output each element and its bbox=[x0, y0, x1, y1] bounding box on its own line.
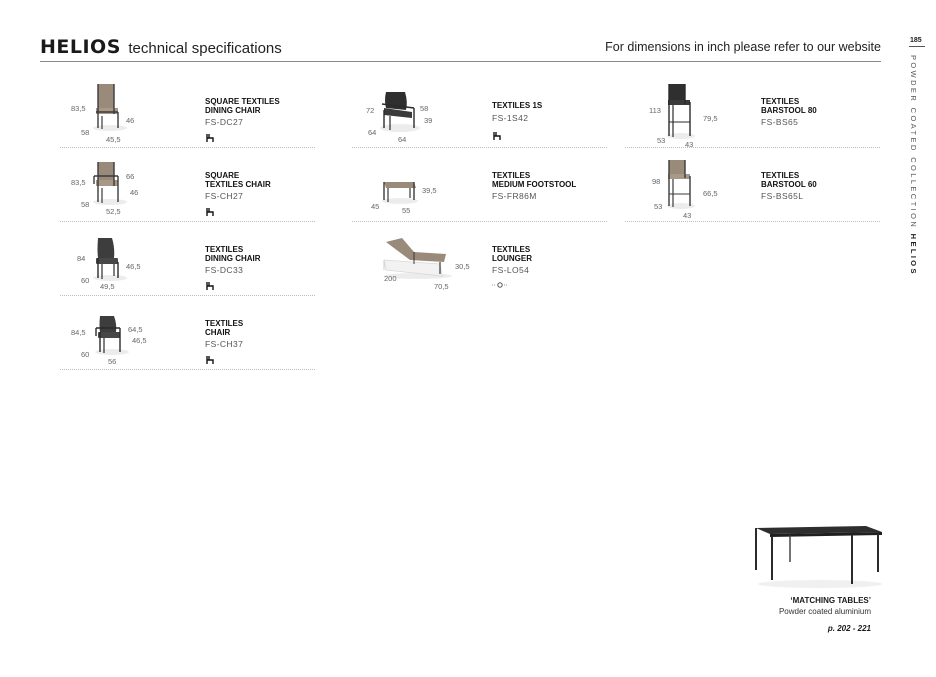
product-name: TEXTILES MEDIUM FOOTSTOOL bbox=[492, 171, 577, 189]
dim-width: 55 bbox=[402, 206, 411, 215]
dim-seat-height: 79,5 bbox=[703, 114, 718, 123]
product-square-textiles-dining-chair bbox=[60, 76, 315, 148]
dim-arm-height: 66 bbox=[126, 172, 135, 181]
dim-width: 43 bbox=[685, 140, 694, 149]
dim-seat-height: 46,5 bbox=[126, 262, 141, 271]
product-code: FS-DC33 bbox=[205, 265, 244, 275]
chair-image bbox=[90, 236, 130, 282]
dim-width: 56 bbox=[108, 357, 117, 366]
product-textiles-medium-footstool bbox=[352, 150, 607, 222]
product-name: TEXTILES DINING CHAIR bbox=[205, 245, 261, 263]
product-code: FS-FR86M bbox=[492, 191, 537, 201]
product-name: TEXTILES CHAIR bbox=[205, 319, 244, 337]
product-drawing bbox=[60, 298, 200, 370]
stackable-icon bbox=[205, 355, 215, 365]
barstool-image bbox=[663, 158, 699, 210]
dim-width: 70,5 bbox=[434, 282, 449, 291]
row-divider bbox=[60, 295, 315, 296]
product-name: TEXTILES BARSTOOL 60 bbox=[761, 171, 817, 189]
product-textiles-barstool-60 bbox=[625, 150, 880, 222]
header-divider bbox=[40, 61, 881, 62]
page-number: 185 bbox=[910, 37, 922, 44]
stackable-icon bbox=[205, 281, 215, 291]
product-text bbox=[492, 246, 532, 294]
product-name: TEXTILES BARSTOOL 80 bbox=[761, 97, 817, 115]
product-drawing bbox=[352, 76, 492, 148]
wheels-icon bbox=[492, 281, 508, 289]
dim-height: 30,5 bbox=[455, 262, 470, 271]
product-drawing bbox=[60, 224, 200, 296]
dim-depth: 53 bbox=[654, 202, 663, 211]
dim-width: 43 bbox=[683, 211, 692, 220]
product-text bbox=[205, 98, 280, 148]
chair-image bbox=[90, 82, 130, 132]
dim-depth: 60 bbox=[81, 350, 90, 359]
product-text bbox=[492, 172, 576, 201]
product-textiles-dining-chair bbox=[60, 224, 315, 296]
dim-seat-height: 46 bbox=[130, 188, 139, 197]
dim-arm-height: 64,5 bbox=[128, 325, 143, 334]
product-text bbox=[205, 172, 271, 222]
product-code: FS-CH37 bbox=[205, 339, 244, 349]
dimensions-note: For dimensions in inch please refer to our website bbox=[605, 40, 881, 54]
chair-image bbox=[92, 314, 132, 356]
product-code: FS-CH27 bbox=[205, 191, 244, 201]
product-drawing bbox=[352, 150, 492, 222]
dim-depth: 64 bbox=[368, 128, 377, 137]
dim-height: 72 bbox=[366, 106, 375, 115]
product-text bbox=[205, 246, 261, 296]
product-drawing bbox=[625, 150, 765, 222]
product-text bbox=[761, 172, 817, 201]
dim-width: 64 bbox=[398, 135, 407, 144]
dim-width: 49,5 bbox=[100, 282, 115, 291]
dim-height: 83,5 bbox=[71, 104, 86, 113]
dim-width: 52,5 bbox=[106, 207, 121, 216]
collection-label: POWDER COATED COLLECTION bbox=[909, 55, 918, 230]
product-code: FS-DC27 bbox=[205, 117, 244, 127]
product-textiles-chair bbox=[60, 298, 315, 370]
matching-tables-title: ‘MATCHING TABLES’ bbox=[790, 596, 871, 605]
dim-length: 200 bbox=[384, 274, 397, 283]
product-textiles-lounger bbox=[352, 224, 607, 296]
dim-seat-height: 66,5 bbox=[703, 189, 718, 198]
brand-name: HELIOS bbox=[40, 36, 121, 58]
product-drawing bbox=[352, 224, 492, 296]
dim-height: 113 bbox=[649, 106, 661, 115]
product-text bbox=[205, 320, 243, 370]
dim-width: 45,5 bbox=[106, 135, 121, 144]
product-code: FS-LO54 bbox=[492, 265, 530, 275]
stackable-icon bbox=[205, 133, 215, 143]
dim-height: 84 bbox=[77, 254, 86, 263]
row-divider bbox=[352, 147, 607, 148]
row-divider bbox=[60, 369, 315, 370]
product-code: FS-1S42 bbox=[492, 112, 529, 123]
stackable-icon bbox=[205, 207, 215, 217]
stackable-icon bbox=[492, 131, 502, 141]
matching-tables-material: Powder coated aluminium bbox=[778, 607, 871, 616]
product-text bbox=[761, 98, 817, 127]
dim-depth: 60 bbox=[81, 276, 90, 285]
dim-height: 39,5 bbox=[422, 186, 437, 195]
product-text bbox=[492, 102, 542, 146]
dim-depth: 58 bbox=[81, 200, 90, 209]
product-name: TEXTILES LOUNGER bbox=[492, 245, 532, 263]
matching-table-image bbox=[748, 522, 886, 590]
dim-seat-height: 46,5 bbox=[132, 336, 147, 345]
dim-depth: 53 bbox=[657, 136, 666, 145]
product-code: FS-BS65 bbox=[761, 117, 799, 127]
page-number-divider bbox=[909, 46, 925, 47]
dim-arm-height: 58 bbox=[420, 104, 429, 113]
product-drawing bbox=[60, 150, 200, 222]
armchair-image bbox=[378, 88, 424, 134]
product-name: SQUARE TEXTILES DINING CHAIR bbox=[205, 97, 280, 115]
chair-image bbox=[90, 160, 130, 206]
product-drawing bbox=[60, 76, 200, 148]
dim-height: 83,5 bbox=[71, 178, 86, 187]
row-divider bbox=[625, 221, 880, 222]
barstool-image bbox=[663, 82, 699, 140]
dim-height: 84,5 bbox=[71, 328, 86, 337]
product-name: TEXTILES 1S bbox=[492, 101, 543, 110]
row-divider bbox=[625, 147, 880, 148]
page-subtitle: technical specifications bbox=[128, 40, 282, 57]
matching-tables-caption bbox=[700, 596, 871, 633]
collection-side-label bbox=[909, 55, 918, 276]
product-square-textiles-chair bbox=[60, 150, 315, 222]
product-name: SQUARE TEXTILES CHAIR bbox=[205, 171, 271, 189]
dim-seat-height: 46 bbox=[126, 116, 135, 125]
footstool-image bbox=[380, 176, 420, 206]
matching-tables-pages-link[interactable]: p. 202 - 221 bbox=[827, 624, 871, 633]
dim-depth: 58 bbox=[81, 128, 90, 137]
product-textiles-barstool-80 bbox=[625, 76, 880, 148]
product-drawing bbox=[625, 76, 765, 148]
row-divider bbox=[60, 221, 315, 222]
dim-depth: 45 bbox=[371, 202, 380, 211]
dim-height: 98 bbox=[652, 177, 661, 186]
row-divider bbox=[352, 221, 607, 222]
collection-brand: HELIOS bbox=[909, 233, 918, 276]
product-textiles-1s bbox=[352, 76, 607, 148]
page-title bbox=[40, 36, 282, 58]
product-code: FS-BS65L bbox=[761, 191, 804, 201]
row-divider bbox=[60, 147, 315, 148]
dim-seat-height: 39 bbox=[424, 116, 433, 125]
